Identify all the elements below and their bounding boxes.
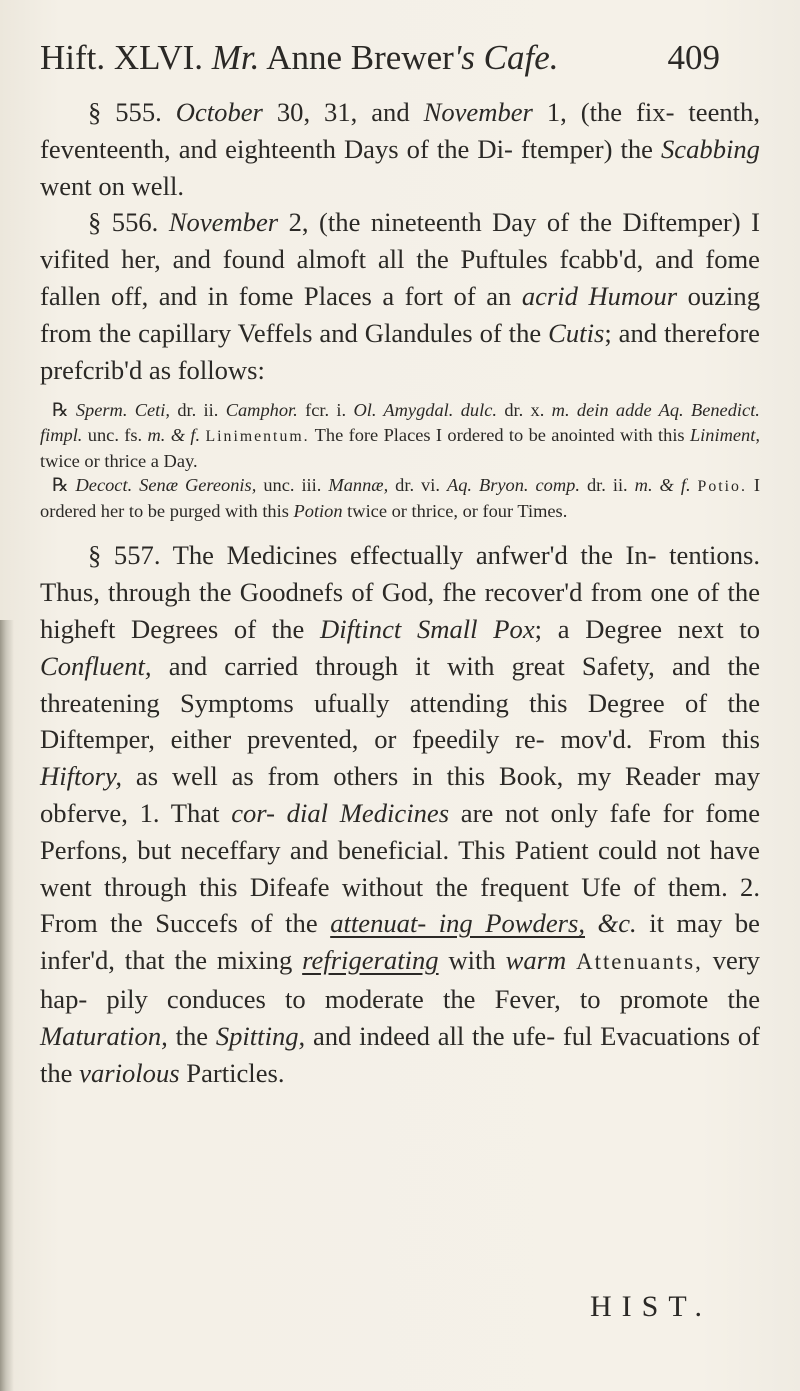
head-case: 's Cafe. xyxy=(453,38,559,77)
paragraph-556 xyxy=(40,204,760,388)
prescription-liniment xyxy=(40,398,760,473)
instruction: m. & f. xyxy=(634,475,691,496)
term-maturation: Maturation, xyxy=(40,1020,168,1051)
ingredient: m. dein adde Aq. Benedict. fimpl. xyxy=(40,400,760,446)
ingredient: Ol. Amygdal. dulc. xyxy=(353,400,497,421)
prescription-potion xyxy=(40,473,760,523)
text-fragment: ; a Degree next to xyxy=(534,613,761,644)
text-fragment: twice or thrice a Day. xyxy=(40,451,198,472)
text-fragment: and indeed all the ufe- ful Evacuations of the xyxy=(40,1020,760,1088)
prescriptions xyxy=(40,398,760,523)
term-distinct-small-pox: Diftinct Small Pox xyxy=(320,613,535,644)
dose: dr. x. xyxy=(504,400,545,421)
preparation-name: Potio. xyxy=(697,478,747,496)
dose: fcr. i. xyxy=(305,400,347,421)
term-cordial-medicines: cor- dial Medicines xyxy=(231,797,450,828)
section-number-557: § 557. xyxy=(88,540,161,571)
paragraph-557 xyxy=(40,537,760,1091)
dose: unc. iii. xyxy=(263,475,322,496)
binding-shadow xyxy=(0,620,14,1391)
head-chapter: Hift. XLVI. xyxy=(40,38,204,77)
section-number-555: § 555. xyxy=(88,97,162,127)
term-warm: warm xyxy=(505,945,567,976)
paragraph-555 xyxy=(40,94,760,204)
term-history: Hiftory, xyxy=(40,761,123,792)
ingredient: Decoct. Senæ Gereonis, xyxy=(75,475,257,496)
text-fragment: The Medicines effectually anfwer'd the In- tentions. Thus, through the Goodnefs of God, fhe recover'd from one of the higheft Degrees of the xyxy=(40,540,761,644)
ingredient: Camphor. xyxy=(225,400,298,421)
text-fragment: went on well. xyxy=(40,170,185,201)
term-refrigerating: refrigerating xyxy=(302,945,439,976)
term-liniment: Liniment, xyxy=(689,425,760,446)
text-fragment: 30, 31, and xyxy=(276,97,410,127)
recipe-symbol: ℞ xyxy=(52,475,69,497)
term-etc: &c. xyxy=(597,908,637,939)
date-november: November xyxy=(168,207,279,238)
text-fragment: as well as from others in this Book, my Reader may obferve, 1. That xyxy=(40,761,760,828)
ingredient: Aq. Bryon. comp. xyxy=(446,475,580,496)
catchword: HIST. xyxy=(590,1290,712,1323)
text-fragment: 2, (the nineteenth Day of the Diftemper) I vifited her, and found almoft all the Puftules fcabb'd, and fome fallen off, and in fome Places a fort of an xyxy=(40,207,760,311)
dose: dr. ii. xyxy=(586,475,628,496)
dose: dr. ii. xyxy=(177,400,219,421)
text-fragment: Particles. xyxy=(186,1057,285,1088)
dose: dr. vi. xyxy=(395,475,440,496)
text-fragment: it may be infer'd, that the mixing xyxy=(40,908,760,976)
text-fragment: ; and therefore prefcrib'd as follows: xyxy=(40,317,760,385)
page-number: 409 xyxy=(667,38,720,77)
text-fragment: I ordered her to be purged with this xyxy=(40,475,761,522)
text-fragment: ouzing from the capillary Veffels and Glandules of the xyxy=(40,280,760,348)
text-fragment: the xyxy=(175,1020,209,1051)
date-november: November xyxy=(423,97,533,127)
text-fragment: are not only fafe for fome Perfons, but neceffary and beneficial. This Patient could not have went through this Difeafe without the frequent Ufe of them. 2. From the Succefs of the xyxy=(40,797,761,939)
term-spitting: Spitting, xyxy=(215,1020,306,1051)
term-variolous: variolous xyxy=(79,1057,180,1088)
term-attenuants: Attenuants, xyxy=(576,949,703,975)
head-title-italic: Mr. xyxy=(211,38,260,77)
text-fragment: The fore Places I ordered to be anointed with this xyxy=(314,425,685,446)
section-number-556: § 556. xyxy=(88,207,159,238)
running-head xyxy=(40,36,720,80)
recipe-symbol: ℞ xyxy=(52,400,69,422)
ingredient: Mannæ, xyxy=(328,475,389,496)
term-cutis: Cutis xyxy=(548,317,605,348)
term-scabbing: Scabbing xyxy=(661,133,760,164)
text-fragment: 1, (the fix- teenth, feventeenth, and eighteenth Days of the Di- ftemper) the xyxy=(40,97,760,164)
text-fragment: and carried through it with great Safety, and the threatening Symptoms ufually attending this Degree of the Diftemper, either prevented, or fpeedily re- mov'd. From this xyxy=(40,650,761,755)
dose: unc. fs. xyxy=(87,425,143,446)
preparation-name: Linimentum. xyxy=(205,428,310,446)
term-potion: Potion xyxy=(293,501,343,522)
text-fragment: with xyxy=(448,945,496,976)
term-attenuating-powders: attenuat- ing Powders, xyxy=(330,908,585,939)
page-body xyxy=(40,94,760,1091)
term-confluent: Confluent, xyxy=(40,650,152,681)
text-fragment: twice or thrice, or four Times. xyxy=(347,501,568,522)
ingredient: Sperm. Ceti, xyxy=(75,400,170,421)
instruction: m. & f. xyxy=(147,425,201,446)
text-fragment: very hap- pily conduces to moderate the Fever, to promote the xyxy=(40,945,760,1014)
term-acrid-humour: acrid Humour xyxy=(521,280,678,311)
head-patient-name: Anne Brewer xyxy=(266,38,454,77)
date-october: October xyxy=(175,97,263,127)
